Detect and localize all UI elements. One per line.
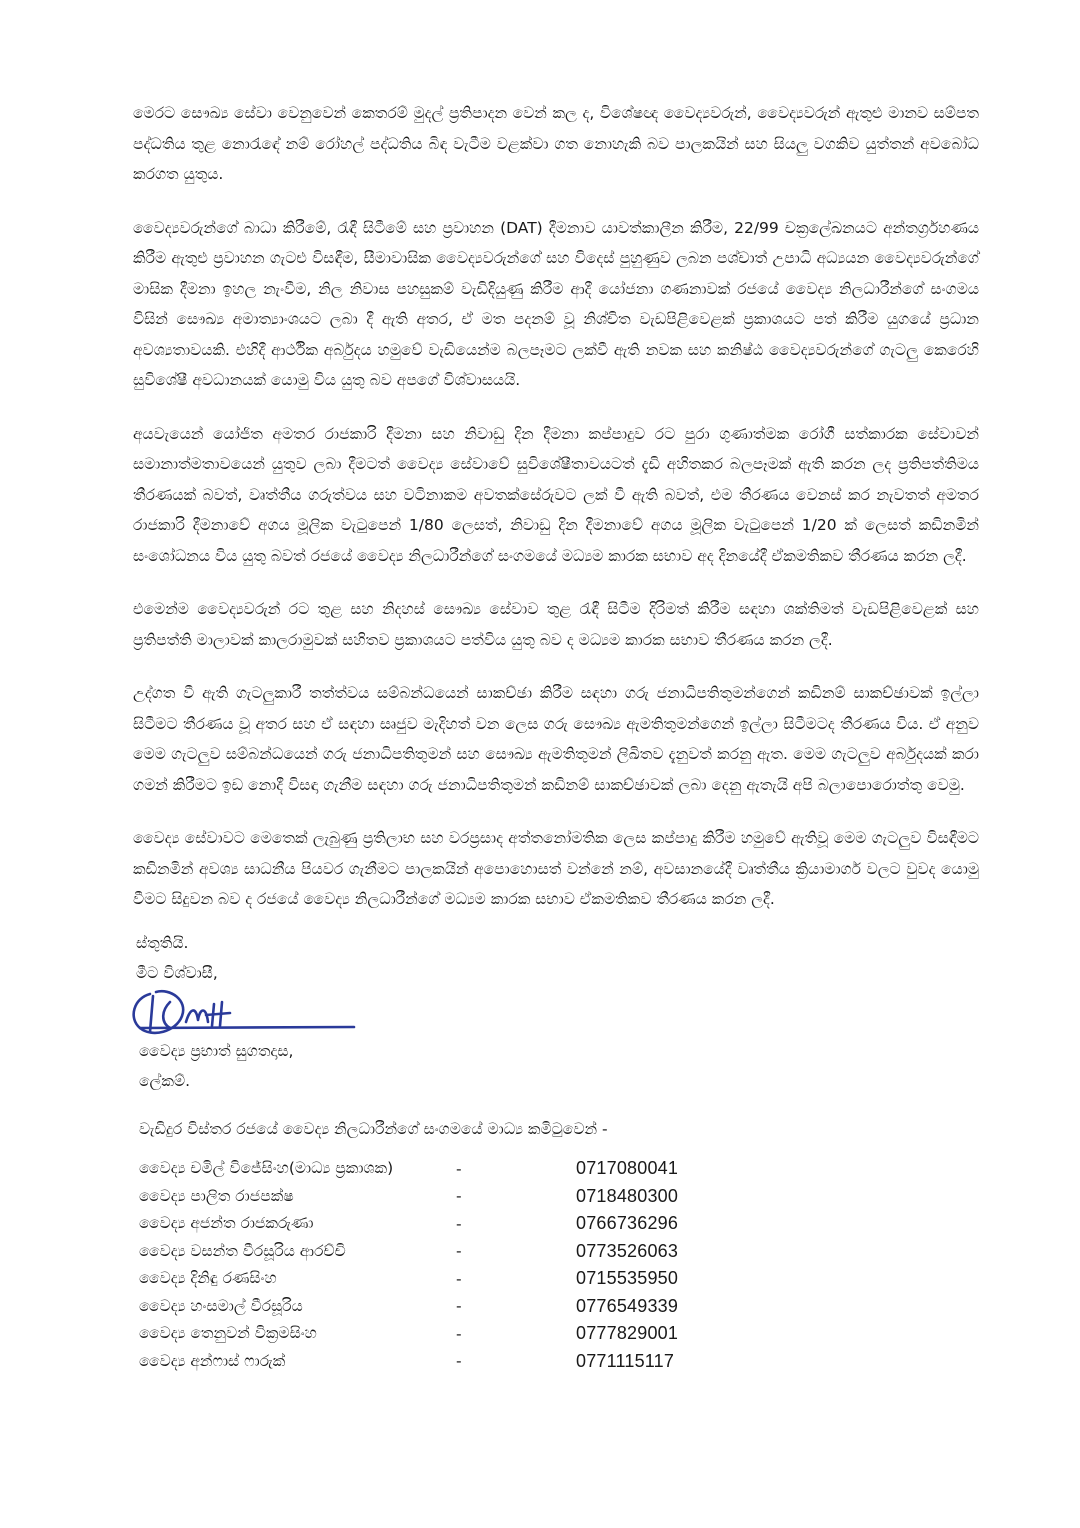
contact-phone: 0773526063 bbox=[576, 1240, 679, 1261]
contact-row bbox=[139, 1265, 699, 1293]
contact-name: වෛද්‍ය තෙනුවන් වික්‍රමසිංහ bbox=[139, 1324, 317, 1343]
contact-row bbox=[139, 1210, 699, 1238]
contact-separator: - bbox=[456, 1159, 462, 1178]
contact-phone: 0776549339 bbox=[576, 1295, 679, 1316]
contact-phone: 0766736296 bbox=[576, 1213, 679, 1234]
paragraph-1: මෙරට සෞඛ්‍ය සේවා වෙනුවෙන් කෙතරම් මුදල් ප්‍රතිපාදන වෙන් කල ද, විශේෂඥ වෛද්‍යවරුන්, වෛද්‍යවරුන් ඇතුළු මානව සම්පත පද්ධතිය තුළ නොරැඳේ නම් රෝහල් පද්ධතිය බිඳ වැටීම වළක්වා ගත නොහැකි බව පාලකයින් සහ සියලු වගකිව යුත්තන් අවබෝධ කරගත යුතුය. bbox=[133, 104, 979, 183]
paragraph-4: එමෙන්ම වෛද්‍යවරුන් රට තුළ සහ නිදහස් සෞඛ්‍ය සේවාව තුළ රැඳී සිටීම දිරිමත් කිරීම සඳහා ශක්තිමත් වැඩපිළිවෙළක් සහ ප්‍රතිපත්ති මාලාවක් කාලරාමුවක් සහිතව ප්‍රකාශයට පත්විය යුතු බව ද මධ්‍යම කාරක සභාව තීරණය කරන ලදී. bbox=[133, 600, 979, 649]
paragraph-2: වෛද්‍යවරුන්ගේ බාධා කිරීමේ, රැඳී සිටීමේ සහ ප්‍රවාහන (DAT) දීමනාව යාවත්කාලීන කිරීම, 22/99 චක්‍රලේඛනයට අන්තර්ග්‍රහණය කිරීම ඇතුළු ප්‍රවාහන ගැටළු විසඳීම, සීමාවාසික වෛද්‍යවරුන්ගේ සහ විදෙස් පුහුණුව ලබන පශ්චාත් උපාධි අධ්‍යයන වෛද්‍යවරුන්ගේ මාසික දීමනා ඉහල නැංවීම, නිල නිවාස පහසුකම් වැඩිදියුණු කිරීම ආදී යෝජනා ගණනාවක් රජයේ වෛද්‍ය නිලධාරීන්ගේ සංගමය විසින් සෞඛ්‍ය අමාත්‍යාංශයට ලබා දී ඇති අතර, ඒ මත පදනම් වූ නිශ්චිත වැඩපිළිවෙළක් ප්‍රකාශයට පත් කිරීම යුගයේ ප්‍රධාන අවශ්‍යතාවයකි. එහිදී ආර්ථික අර්බුදය හමුවේ වැඩියෙන්ම බලපෑමට ලක්වී ඇති නවක සහ කනිෂ්ඨ වෛද්‍යවරුන්ගේ ගැටලු කෙරෙහි සුවිශේෂී අවධානයක් යොමු විය යුතු බව අපගේ විශ්වාසයයි. bbox=[133, 218, 979, 389]
contact-row bbox=[139, 1348, 699, 1376]
closing-block bbox=[136, 928, 218, 988]
contact-separator: - bbox=[456, 1352, 462, 1371]
contact-name: වෛද්‍ය අජන්ත රාජකරුණා bbox=[139, 1214, 314, 1233]
contact-phone: 0718480300 bbox=[576, 1185, 679, 1206]
contact-name: වෛද්‍ය දිනිඳු රණසිංහ bbox=[139, 1269, 277, 1288]
contact-row bbox=[139, 1183, 699, 1211]
contact-phone: 0771115117 bbox=[576, 1350, 675, 1371]
contact-separator: - bbox=[456, 1214, 462, 1233]
contact-name: වෛද්‍ය අන්ෆාස් ෆාරුක් bbox=[139, 1351, 286, 1370]
contact-name: වෛද්‍ය චමිල් විජේසිංහ(මාධ්‍ය ප්‍රකාශක) bbox=[139, 1159, 394, 1178]
contact-row bbox=[139, 1238, 699, 1266]
contact-name: වෛද්‍ය පාලිත රාජපක්ෂ bbox=[139, 1186, 294, 1205]
contact-row bbox=[139, 1155, 699, 1183]
paragraph-3: අයවැයෙන් යෝජිත අමතර රාජකාරි දීමනා සහ නිවාඩු දින දීමනා කප්පාදුව රට පුරා ගුණාත්මක රෝගී සත්කාරක සේවාවන් සමානාත්මතාවයෙන් යුතුව ලබා දීමටත් වෛද්‍ය සේවාවේ සුවිශේෂීතාවයටත් දැඩි අහිතකර බලපෑමක් ඇති කරන ලද ප්‍රතිපත්තිමය තීරණයක් බවත්, වෘත්තීය ගරුත්වය සහ වටිනාකම අවතක්සේරුවට ලක් වී ඇති බවත්, එම තීරණය වෙනස් කර නැවතත් අමතර රාජකාරි දීමනාවේ අගය මූලික වැටුපෙන් 1/80 ලෙසත්, නිවාඩු දින දීමනාවේ අගය මූලික වැටුපෙන් 1/20 ක් ලෙසත් කඩිනමින් සංශෝධනය විය යුතු බවත් රජයේ වෛද්‍ය නිලධාරීන්ගේ සංගමයේ මධ්‍යම කාරක සභාව අද දිනයේදී ඒකමතිකව තීරණය කරන ලදී. bbox=[133, 424, 979, 565]
contact-name: වෛද්‍ය වසන්ත වීරසූරිය ආරච්චි bbox=[139, 1241, 346, 1260]
media-committee-heading: වැඩිදුර විස්තර රජයේ වෛද්‍ය නිලධාරීන්ගේ සංගමයේ මාධ්‍ය කමිටුවෙන් - bbox=[139, 1120, 608, 1138]
contact-separator: - bbox=[456, 1297, 462, 1316]
closing-regards: මීට විශ්වාසී, bbox=[136, 964, 218, 982]
paragraph-6: වෛද්‍ය සේවාවට මෙතෙක් ලැබුණු ප්‍රතිලාභ සහ වරප්‍රසාද අත්තනෝමතික ලෙස කප්පාදු කිරීම හමුවේ ඇතිවූ මෙම ගැටලුව විසඳීමට කඩිනමින් අවශ්‍ය සාධනීය පියවර ගැනීමට පාලකයින් අපොහොසත් වන්නේ නම්, අවසානයේදී වෘත්තීය ක්‍රියාමාර්ග වලට වුවද යොමු වීමට සිදුවන බව ද රජයේ වෛද්‍ය නිලධාරීන්ගේ මධ්‍යම කාරක සභාව ඒකමතිකව තීරණය කරන ලදී. bbox=[133, 829, 979, 908]
signer-name: වෛද්‍ය ප්‍රභාත් සුගතදාස, bbox=[139, 1042, 294, 1060]
contact-row bbox=[139, 1320, 699, 1348]
contact-name: වෛද්‍ය හංසමාල් වීරසූරිය bbox=[139, 1296, 303, 1315]
contact-phone: 0715535950 bbox=[576, 1268, 679, 1289]
contact-phone: 0777829001 bbox=[576, 1323, 679, 1344]
contact-list bbox=[139, 1155, 699, 1375]
contact-phone: 0717080041 bbox=[576, 1158, 679, 1179]
contact-separator: - bbox=[456, 1324, 462, 1343]
signer-block bbox=[139, 1036, 293, 1096]
contact-separator: - bbox=[456, 1242, 462, 1261]
letter-body bbox=[133, 98, 979, 938]
closing-thanks: ස්තුතියි. bbox=[136, 934, 189, 952]
contact-row bbox=[139, 1293, 699, 1321]
paragraph-5: උද්ගත වී ඇති ගැටලුකාරී තත්ත්වය සම්බන්ධයෙන් සාකච්ඡා කිරීම සඳහා ගරු ජනාධිපතිතුමන්ගෙන් කඩිනම් සාකච්ඡාවක් ඉල්ලා සිටීමට තීරණය වූ අතර සහ ඒ සඳහා සෘජුව මැදිහත් වන ලෙස ගරු සෞඛ්‍ය ඇමතිතුමන්ගෙන් ඉල්ලා සිටීමටද තීරණය විය. ඒ අනුව මෙම ගැටලුව සම්බන්ධයෙන් ගරු ජනාධිපතිතුමන් සහ සෞඛ්‍ය ඇමතිතුමන් ලිඛිතව දැනුවත් කරනු ඇත. මෙම ගැටලුව අර්බුදයක් කරා ගමන් කිරීමට ඉඩ නොදී විසඳා ගැනීම සඳහා ගරු ජනාධිපතිතුමන් කඩිනම් සාකච්ඡාවක් ලබා දෙනු ඇතැයි අපි බලාපොරොත්තු වෙමු. bbox=[133, 684, 979, 794]
contact-separator: - bbox=[456, 1187, 462, 1206]
contact-separator: - bbox=[456, 1269, 462, 1288]
signer-title: ලේකම්. bbox=[139, 1072, 191, 1090]
signature-icon bbox=[126, 982, 356, 1042]
